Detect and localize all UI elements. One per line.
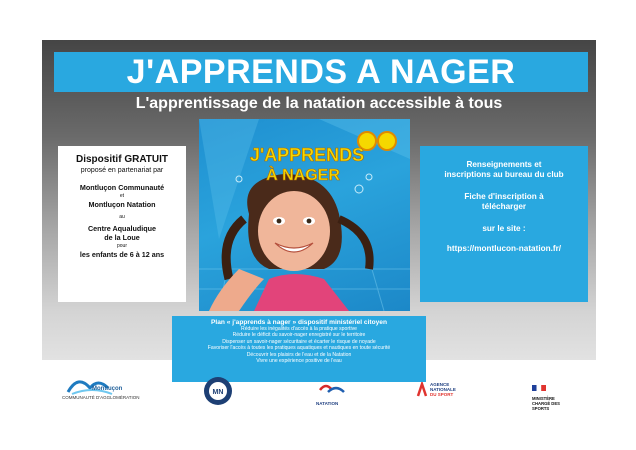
club-website-link[interactable]: https://montlucon-natation.fr/ (446, 244, 562, 253)
org1-label: Montluçon Communauté (79, 183, 165, 192)
info-line5: sur le site : (482, 224, 526, 233)
ans-logo-line2: NATIONALE (430, 387, 456, 392)
au-label: au (119, 214, 125, 220)
info-left-panel (58, 146, 186, 302)
plan-item: Réduire les inégalités d'accès à la pratique sportive (241, 326, 357, 332)
gratuit-label: Dispositif GRATUIT (75, 154, 169, 165)
ministere-line2: CHARGÉ DES SPORTS (532, 401, 560, 411)
ministere-logo (532, 378, 578, 411)
pour-label: pour (116, 243, 127, 249)
plan-item: Découvrir les plaisirs de l'eau et de la Natation (246, 351, 352, 358)
photo-title-line2: À NAGER (266, 167, 340, 184)
ans-logo (416, 380, 466, 406)
club-logo-text: MN (212, 389, 224, 396)
ffn-logo (316, 380, 350, 406)
info-right-panel (420, 146, 588, 302)
ministere-line1: MINISTÈRE (532, 396, 555, 401)
page-title: J'APPRENDS A NAGER (126, 52, 516, 91)
plan-item: Dispenser un savoir-nager sécuritaire et écarter le risque de noyade (222, 338, 376, 345)
french-flag-icon (532, 385, 546, 391)
montlucon-logo (62, 372, 146, 402)
plan-item: Réduire le déficit du savoir-nager enregistré sur le territoire (232, 332, 366, 339)
title-banner (54, 52, 588, 92)
page-subtitle: L'apprentissage de la natation accessible à tous (135, 95, 503, 112)
club-logo (203, 376, 233, 406)
info-line3: Fiche d'inscription à (464, 192, 544, 201)
org2-label: Montluçon Natation (88, 200, 156, 209)
photo-title-line1: J'APPRENDS (249, 145, 365, 165)
plan-item: Favoriser l'accès à toutes les pratiques aquatiques et nautiques en toute sécurité (207, 345, 391, 352)
ans-mark-icon (416, 382, 428, 398)
partner-logos (0, 372, 636, 416)
plan-item: Vivre une expérience positive de l'eau (256, 358, 342, 365)
ministere-text-group (532, 396, 578, 411)
montlucon-logo-subtext: COMMUNAUTÉ D'AGGLOMÉRATION (62, 395, 140, 400)
et-label: et (119, 193, 125, 199)
partenariat-label: proposé en partenariat par (80, 167, 164, 174)
club-badge-icon (203, 376, 233, 406)
plan-title: Plan « j'apprends à nager » dispositif ministériel citoyen (211, 319, 387, 326)
ans-logo-line1: AGENCE (430, 382, 450, 387)
ans-logo-text-group (430, 382, 456, 397)
ffn-logo-text: NATATION (316, 401, 339, 406)
montlucon-logo-text: Montluçon (92, 386, 123, 392)
info-line4: télécharger (481, 202, 527, 211)
venue-line1: Centre Aqualudique (87, 224, 157, 233)
info-line1: Renseignements et (466, 160, 542, 169)
swimmer-illustration (199, 119, 410, 311)
venue-line2: de la Loue (104, 233, 140, 242)
swimmer-photo (199, 119, 410, 311)
info-line2: inscriptions au bureau du club (444, 170, 564, 179)
ages-label: les enfants de 6 à 12 ans (79, 250, 165, 259)
ffn-mark-icon (316, 380, 350, 396)
ans-logo-line3: DU SPORT (430, 392, 454, 397)
